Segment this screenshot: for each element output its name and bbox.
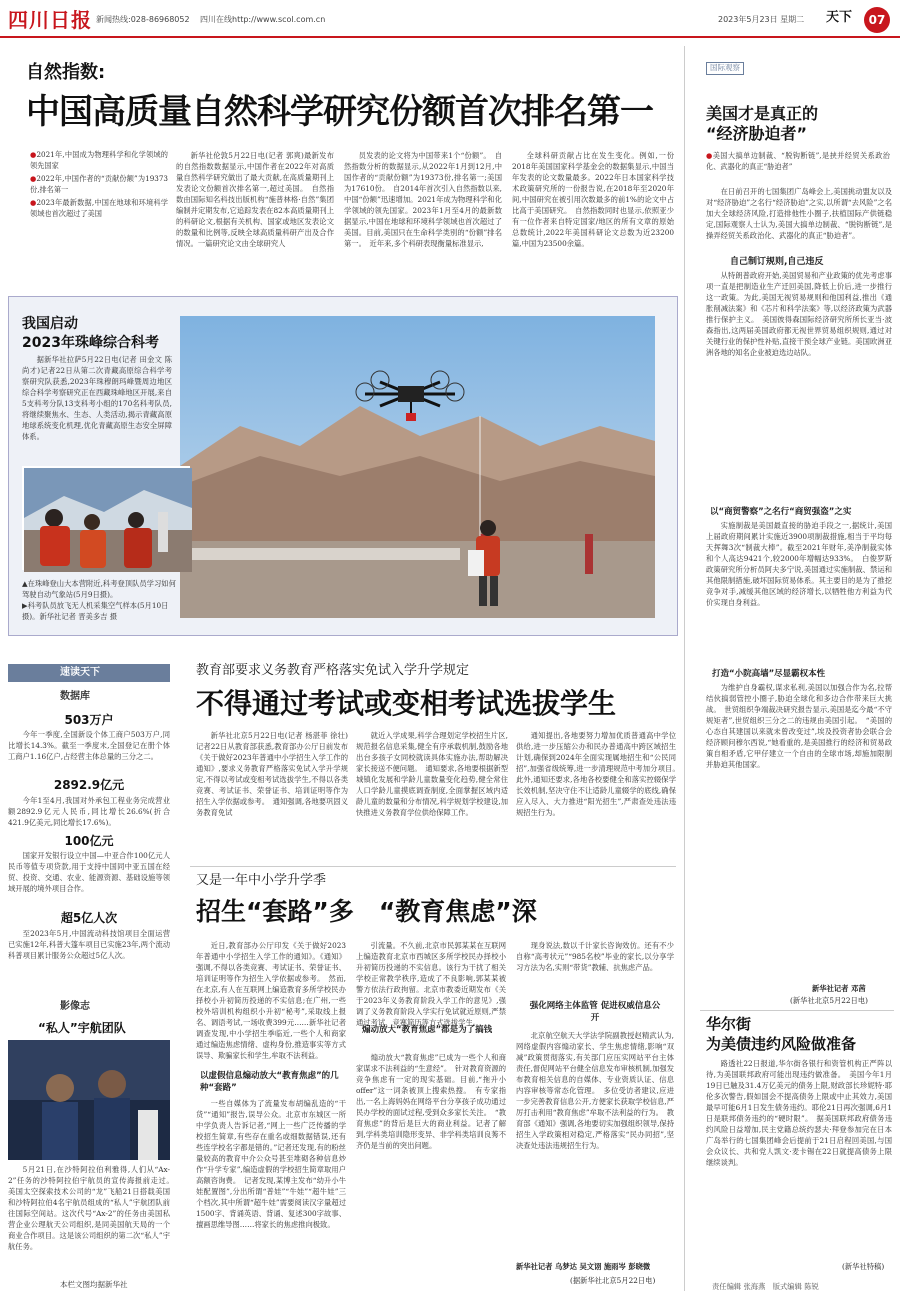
- express-footer: 本栏文图均据新华社: [60, 1280, 128, 1289]
- edu-divider: [190, 866, 676, 867]
- right-subhead-1: 自己制订规则,自己违反: [730, 257, 824, 267]
- masthead-site: 四川在线http://www.scol.com.cn: [200, 15, 326, 24]
- feature-caption-1: ▲在珠峰登山大本营附近,科考登顶队员学习如何驾驶自动气象站(5月9日摄)。: [22, 579, 176, 599]
- masthead-hotline: 新闻热线:028-86968052: [96, 15, 190, 24]
- express-item: [8, 712, 170, 773]
- image-column-headline: “私人”宇航团队: [38, 1021, 126, 1035]
- edu2-kicker: 又是一年中小学升学季: [196, 873, 327, 888]
- express-item: [8, 833, 170, 906]
- lead-col-3: 全球科研贡献占比在发生变化。例如,一份2018年美国国家科学基金会的数据集显示,中国当年发表的论文数量最多。2022年日本国家科学技术政策研究所的一份报告说,在2018年至2020年间,中国研究在被引用次数最多的前1%的论文中占比高于美国研究。 自然指数同时也显示,依照亚少有一位作者来自特定国家/地区的所有文章的原始总数统计,2022年美国科研论文总数为近23200篇,中国为23500余篇。: [512, 151, 674, 248]
- right-tag: 国际观察: [706, 62, 744, 75]
- feature-title-1: 我国启动: [22, 316, 78, 332]
- express-item-text: 今年一季度,全国新设个体工商户503万户,同比增长14.3%。截至一季度末,全国登记在册个体工商户1.16亿户,占经营主体总量的三分之二。: [8, 730, 170, 762]
- right-section-divider: [700, 1010, 894, 1011]
- right-title-1: 美国才是真正的: [706, 104, 819, 123]
- right-intro: 在日前召开的七国集团广岛峰会上,美国挑动盟友以及对“经济胁迫”之名行“经济胁迫”之实,以所谓“去风险”之名加大全球经济风险,打造排他性小圈子,扶植国际产供链稳定,国际观察人士认为,美国大搞单边制裁、“脱钩断链”,是操弄经贸关系政治化、武器化的真正“胁迫者”。: [706, 187, 892, 240]
- edu1-col-3: 通知提出,各地要努力增加优质普通高中学位供给,进一步压缩公办和民办普通高中跨区域招生计划,确保到2024年全面实现属地招生和“公民同招”,加强省级统筹,进一步清理规范中考加分项目。 此外,通知还要求,各地各校要健全和落实控辍保学长效机制,坚决守住不让适龄儿童辍学的底线,确保应入尽入、大力推进“阳光招生”,严肃查处违法违规招生行为。: [516, 731, 684, 817]
- edu2-title: 招生“套路”多 “教育焦虑”深: [196, 897, 537, 926]
- right-para-4: 路透社22日报道,华尔街各银行和资管机构正严阵以待,为美国联邦政府可能出现违约做准备。 美国今年1月19日已触及31.4万亿美元的债务上限,财政部长珍妮特·耶伦多次警告,假如国会不提高债务上限或中止其效力,美国最早可能6月1日发生债务违约。耶伦21日再次强调,6月1日是联邦债务违约的“硬时限”。 据美国联邦政府债务违约风险日益增加,民主党籍总统约瑟夫·拜登参加完在日本广岛举行的七国集团峰会后提前于21日启程回美国,与国会众议长、共和党人凯文·麦卡锡在22日就提高债务上限继续谈判。: [706, 1059, 892, 1167]
- feature-caption-2: ▶科考队员放飞无人机采集空气样本(5月10日摄)。新华社记者 晋美多吉 摄: [22, 601, 169, 621]
- right-para-1: 从特朗普政府开始,美国贸易和产业政策的优先考虑事项一直是把制造业生产迁回美国,降低上价后,进一步推行这一政策。为此,美国无视贸易规则和他国利益,推出《通胀削减法案》和《芯片和科学法案》等,以经济政策为武器推行保护主义。 美国彼得森国际经济研究所所长亚当·波森指出,这两届美国政府都无视世界贸易组织规则,通过对关键行业的保护性补贴,直接干预全球产业链。美国欧洲亚洲各地的知名企业被迫选边站队。: [706, 271, 892, 357]
- right-footer: (新华社特稿): [842, 1262, 885, 1271]
- feature-title-2: 2023年珠峰综合科考: [22, 335, 159, 351]
- express-item-number: 超5亿人次: [60, 911, 118, 926]
- camp-photo-svg: [24, 468, 192, 572]
- lead-col-1: 新华社伦敦5月22日电(记者 郭爽)最新发布的自然指数数据显示,中国作者在2022年对高质量自然科学研究做出了最大贡献,在高质量期刊上发表论文份额首次排名第一,超过美国。 自然指数由国际知名科技出版机构“施普林格·自然”集团编制并定期发布,它追踪发表在82本高质量期刊上的科研论文,根据有关机构、国家或地区发表论文的数量和比例等,反映全球高质量科研产出及合作情况。一篇研究论文由全球研究人: [176, 151, 334, 248]
- lead-bullets: [30, 150, 168, 219]
- edu2-col-1: 近日,教育部办公厅印发《关于做好2023年普通中小学招生入学工作的通知》。《通知》强调,不得以各类竞赛、考试证书、荣誉证书、培训证明等作为招生入学依据或参考。 然而,在北京,有人在互联网上编造教育多所学校民办择校小升初简历投递的不实信息;在广州,一些校外培训机构组织小升初“秘考”,采取线上报名、调语考试,一场收费399元……新华社记者调查发现,中小学招生季临近,一些个人和商家通过编造焦虑情绪、虚构身份,推造事实等方式误导、欺骗家长和学生,牟取不法利益。: [196, 941, 346, 1060]
- right-title-2: “经济胁迫者”: [706, 124, 808, 143]
- masthead: [0, 0, 900, 38]
- page-credit: 责任编辑 张海燕 版式编辑 陈锐: [712, 1282, 819, 1291]
- right-byline-location: (新华社北京5月22日电): [790, 996, 868, 1005]
- edu2-col-1b: 一些自媒体为了流量发布胡编乱造的“干货”“通知”报告,误导公众。北京市东城区一所中学负责人告诉记者,“网上一些广泛传播的学校招生简章,有些存在重名或细数据错误,还有些连学校名字都是错的。”记者还发现,有的粉丝量较高的教育中介公众号甚至堆砌各种信息炒作“升学专家”,编造虚假的学校招生简章取用户高额咨询费。 记者发现,某博主发布“幼升小牛娃配置图”,分出所谓“普娃”“牛娃”“超牛娃”三个档次,其中所谓“超牛娃”需要阅读汉字量超过1500字、背诵英语、背诵、复述300字故事、擅画思维导图……将家长的焦虑推向极致。: [196, 1099, 346, 1229]
- edu1-col-2: 就近入学成果,科学合理划定学校招生片区,规范报名信息采集,健全有序承载机制,鼓励各地出台多孩子女同校就读具体实施办法,帮助解决家长接送不便问题。 通知要求,各地要根据新型城镇化发展和学龄儿童数量变化趋势,健全常住人口学龄儿童摸底调查制度,全面掌握区域内适龄儿童的数量和分布情况,科学规划学校建设,加快推进义务教育学位供给保障工作。: [356, 731, 508, 817]
- express-item: [8, 910, 170, 971]
- edu2-subhead-1: 以虚假信息煽动放大“教育焦虑”的几种“套路”: [200, 1071, 339, 1093]
- edu1-kicker: 教育部要求义务教育严格落实免试入学升学规定: [196, 663, 470, 678]
- express-items: [8, 712, 170, 972]
- express-item-text: 国家开发银行设立中国—中亚合作100亿元人民币等值专项贷款,用于支持中国同中亚五国在经贸、投资、交通、农业、能源资源、基础设施等领域开展的境外项目合作。: [8, 851, 170, 894]
- astronaut-poster-photo: [8, 1040, 170, 1160]
- edu2-col-3b: 北京航空航天大学法学院副教授赵精武认为,网络虚假内容煽动家长、学生焦虑情绪,影响“双减”政策贯彻落实,有关部门应压实网站平台主体责任,督促网站平台健全信息发布审核机制,加强发布教育相关信息的自媒体、专业资质认证、信息内容审核等常态化管理。 多位受访者建议,应进一步完善教育信息公开,方便家长获取学校信息,严厉打击利用“教育焦虑”牟取不法利益的行为。 教育部《通知》强调,各地要切实加强组织领导,保持招生入学政策相对稳定,严格落实“民办同招”,坚决查处违法违规招生行为。: [516, 1031, 674, 1150]
- express-banner-label: 速读天下: [60, 667, 100, 678]
- bullet-dot-icon: ●: [30, 174, 37, 183]
- lead-bullet: 2021年,中国成为物理科学和化学领域的领先国家: [30, 150, 168, 170]
- right-para-2: 实施制裁是美国最直接的胁迫手段之一,据统计,美国上届政府期间累计实施近3900项制裁措施,相当于平均每天挥舞3次“制裁大棒”。截至2021年财年,美净制裁实体和个人高达9421个,较2000年增幅达933%。 白俊罗斯政策研究所分析员阿夫多宁说,美国通过实施制裁、禁运和其他限制措施,破坏国际贸易体系。其主要目的是为了推挖竞争对手,减缓其他区域的经济增长,以牺牲他方利益为代价实现自身利益。: [706, 521, 892, 607]
- edu2-col-2: 引流量。不久前,北京市民郭某某在互联网上编造教育北京市西城区多所学校民办择校小升初简历投递的不实信息。该行为干扰了相关学校正常教学秩序,造成了不良影响,郭某某被警方依法行政拘留。北京市教委近期发布《关于2023年义务教育阶段入学工作的意见》,强调了义务教育阶段入学实行免试就近原则,严禁通过考试、竞赛简历等方式选拔学生。: [356, 941, 506, 1027]
- express-item-number: 100亿元: [64, 833, 114, 848]
- masthead-logo: 四川日报: [8, 8, 92, 32]
- express-banner: [8, 664, 170, 682]
- express-item-text: 至2023年5月,中国流动科技馆项目全面运营已实施12年,科普大篷车项目已实施23年,两个流动科普项目累计服务公众超过5亿人次。: [8, 928, 170, 960]
- right-byline: 新华社记者 邓茜: [812, 984, 866, 993]
- edu2-byline-location: (据新华社北京5月22日电): [570, 1276, 656, 1285]
- lead-title: 中国高质量自然科学研究份额首次排名第一: [26, 92, 653, 132]
- camp-photo: [22, 466, 190, 570]
- express-item-number: 503万户: [64, 713, 114, 727]
- lead-kicker: 自然指数:: [26, 62, 106, 83]
- right-title-4: 为美债违约风险做准备: [706, 1035, 857, 1053]
- lead-col-2: 员发表的论文将为中国带来1个“份额”。 自然指数分析的数据显示,从2022年1月到12月,中国作者的“贡献份额”为19373份,排名第一;美国为17610份。 自2014年首次引入自然指数以来,中国“份额”迅速增加。2021年成为物理科学和化学领域的领先国家。2023年1月至4月的最新数据显示,中国在地球和环境科学领域也首次超过了美国。目前,美国只在生命科学类别的“份额”排名第一。 近年来,多个科研表现衡量标准显示,: [344, 151, 502, 248]
- image-column-title: 影像志: [60, 1001, 90, 1012]
- bullet-dot-icon: ●: [30, 150, 37, 159]
- astronaut-poster-svg: [8, 1040, 170, 1160]
- right-bullet-text: 美国大搞单边制裁、“脱钩断链”,是挟并经贸关系政治化、武器化的真正“胁迫者”: [706, 151, 890, 171]
- lead-bullet: 2023年最新数据,中国在地球和环境科学领域也首次超过了美国: [30, 198, 168, 218]
- right-title-3: 华尔街: [706, 1015, 752, 1033]
- edu2-col-3: 现身说法,数以千计家长咨询效仿。还有不少自称“高考状元”“985名校”毕业的家长,以分享学习方法为名,实则“带货”教辅、抗焦虑产品。: [516, 941, 674, 972]
- right-bullet: [706, 150, 890, 184]
- express-item-text: 今年1至4月,我国对外承包工程业务完成营业额2892.9亿元人民币,同比增长26.6%(折合421.9亿美元,同比增长17.6%)。: [8, 795, 170, 827]
- edu2-byline: 新华社记者 乌梦达 吴文诩 施雨岑 彭晓微: [516, 1262, 651, 1271]
- right-subhead-3: 打造“小院高墙”尽显霸权本性: [712, 669, 826, 679]
- drone-photo: [180, 316, 655, 618]
- bullet-dot-icon: ●: [30, 198, 37, 207]
- masthead-date: 2023年5月23日 星期二: [718, 15, 805, 24]
- right-subhead-2: 以“商贸警察”之名行“商贸强盗”之实: [710, 507, 852, 517]
- masthead-section: 天下: [826, 10, 853, 25]
- right-column-divider: [684, 46, 685, 1291]
- bullet-dot-icon: ●: [706, 151, 713, 160]
- image-column-caption: 5月21日,在沙特阿拉伯利雅得,人们从“Ax-2”任务的沙特阿拉伯宇航员的宣传海报前走过。 美国太空探索技术公司的“龙”飞船21日搭载美国和沙特阿拉伯4名宇航员组成的“私人”宇航团队前往国际空间站。这次代号“Ax-2”的任务由美国私营企业公理航天公司组织,是同美国航天局的一个商业合作项目。这是该公司组织的第二次“私人”宇航任务。: [8, 1165, 178, 1251]
- edu2-col-2b: 煽动放大“教育焦虑”已成为一些个人和商家谋求不法利益的“生意经”。 针对教育资源的竞争焦虑有一定的现实基础。目前,“拖升小offer”这一词条被顶上搜索热搜。 有专家指出,一名上海妈妈在网络平台分享孩子成功通过民办学校的面试过程,受到众多家长关注。 “教育焦虑”的背后是巨大的商业利益。记者了解到,学科类培训隐形变异、非学科类培训良莠不齐仍是当前的突出问题。: [356, 1053, 506, 1150]
- edu2-subhead-3: 强化网络主体监管 促进权威信息公开: [529, 1001, 661, 1023]
- right-para-3: 为维护自身霸权,谋求私利,美国以加强合作为名,拉帮结伙搞弱管控小圈子,胁迫全球化和多边合作带来巨大挑战。 世贸组织争端裁决研究报告显示,美国是迄今最“不守规矩者”,世贸组织三分之二的违规由美国引起。 “美国的心态自其建国以来就未曾改变过”,埃及投资者协会联合会经济顾问穆尔西说,“她看重的,是美国推行的经济和贸易政策自相矛盾,它甲仔建立一个自由的全球市场,却施加限制并胁迫其他国家。: [706, 683, 892, 769]
- express-item-number: 2892.9亿元: [53, 778, 125, 793]
- edu1-col-1: 新华社北京5月22日电(记者 杨湛菲 徐壮)记者22日从教育部获悉,教育部办公厅日前发布《关于做好2023年普通中小学招生入学工作的通知》,要求义务教育严格落实免试入学升学规定,不得以考试或变相考试选拔学生,不得以各类竞赛、考试证书、荣誉证书、培训证明等作为招生入学依据或参考。 通知强调,各地要巩固义务教育免试: [196, 731, 348, 817]
- lead-bullet: 2022年,中国作者的“贡献份额”为19373份,排名第一: [30, 174, 168, 194]
- page-number: 07: [864, 7, 890, 33]
- database-title: 数据库: [60, 691, 90, 702]
- edu1-title: 不得通过考试或变相考试选拔学生: [196, 687, 617, 720]
- drone-photo-svg: [180, 316, 655, 618]
- edu2-subhead-2: 煽动放大“教育焦虑”都是为了搞钱: [362, 1025, 493, 1035]
- express-item: [8, 777, 170, 828]
- feature-text: 据新华社拉萨5月22日电(记者 田金文 陈尚才)记者22日从第二次青藏高原综合科学考察研究队获悉,2023年珠穆朗玛峰暨周边地区综合科学考察研究正在西藏珠峰地区开展,来自5支科考分队13支科考小组的170名科考队员,将继续聚焦水、生态、人类活动,揭示青藏高原地球系统变化机理,优化青藏高原生态安全屏障体系。: [22, 355, 172, 441]
